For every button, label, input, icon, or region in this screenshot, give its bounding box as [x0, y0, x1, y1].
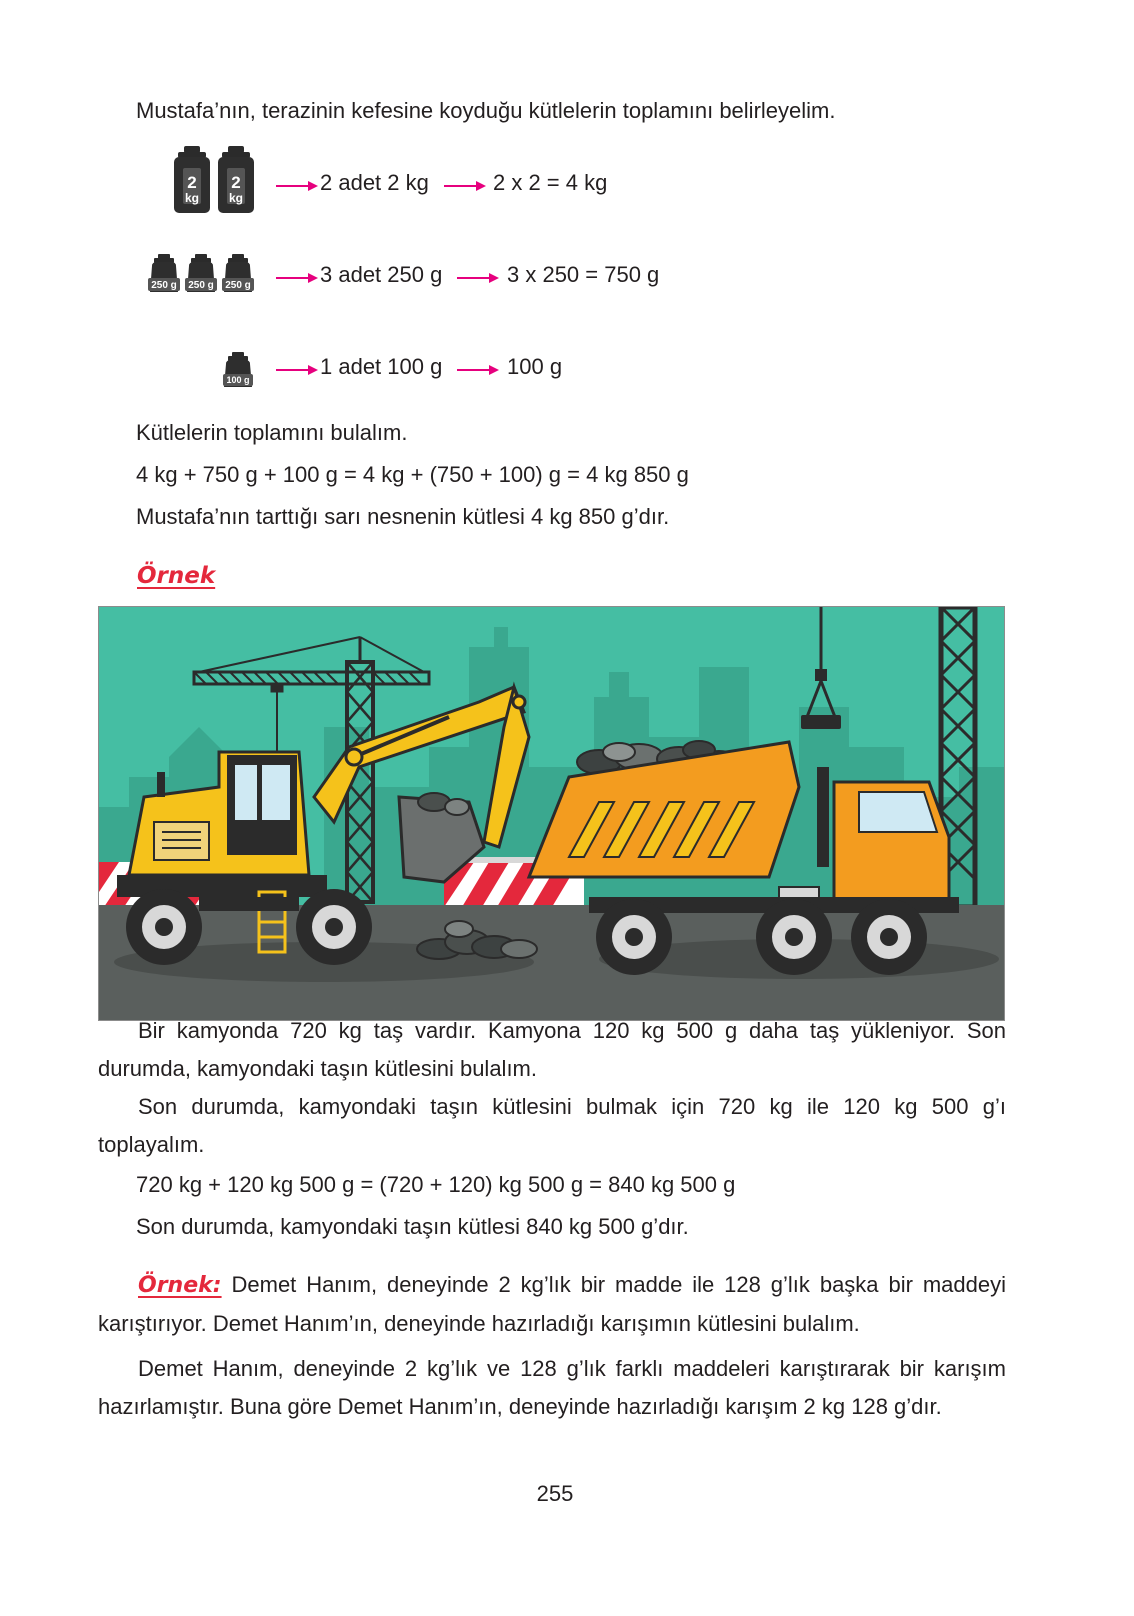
weight-count-text: 3 adet 250 g	[320, 262, 443, 287]
weight-count-text: 2 adet 2 kg	[320, 170, 429, 195]
weights-100g	[221, 352, 255, 393]
weight-result-text: 2 x 2 = 4 kg	[493, 170, 608, 195]
arrow-icon	[444, 180, 486, 192]
svg-text:100 g: 100 g	[226, 375, 250, 385]
weights-2kg	[172, 146, 262, 219]
weights-250g	[147, 254, 257, 299]
example-label: Örnek:	[138, 1273, 222, 1298]
truck-method: Son durumda, kamyondaki taşın kütlesini bulmak için 720 kg ile 120 kg 500 g’ı toplayalım.	[98, 1094, 1006, 1157]
svg-text:2: 2	[231, 173, 241, 192]
svg-text:kg: kg	[184, 191, 200, 205]
truck-equation: 720 kg + 120 kg 500 g = (720 + 120) kg 500 g = 840 kg 500 g	[136, 1172, 736, 1197]
weight-result-text: 3 x 250 = 750 g	[507, 262, 660, 287]
sum-intro: Kütlelerin toplamını bulalım.	[136, 420, 408, 445]
arrow-icon	[276, 364, 318, 376]
weight-250g-icon	[147, 254, 257, 294]
arrow-icon	[457, 272, 499, 284]
page-number: 255	[536, 1481, 574, 1506]
weight-100g-icon	[221, 352, 255, 388]
arrow-icon	[276, 272, 318, 284]
svg-text:250 g: 250 g	[151, 280, 177, 291]
sum-result: Mustafa’nın tarttığı sarı nesnenin kütlesi 4 kg 850 g’dır.	[136, 504, 670, 529]
svg-text:250 g: 250 g	[225, 280, 251, 291]
svg-text:2: 2	[187, 173, 197, 192]
truck-result: Son durumda, kamyondaki taşın kütlesi 840 kg 500 g’dır.	[136, 1214, 689, 1239]
example-heading: Örnek	[137, 563, 216, 589]
weight-count-text: 1 adet 100 g	[320, 354, 443, 379]
arrow-icon	[457, 364, 499, 376]
demet-solution: Demet Hanım, deneyinde 2 kg’lık ve 128 g’lık farklı maddeleri karıştırarak bir karışım hazırlamıştır. Buna göre Demet Hanım’ın, deneyinde hazırladığı karışım 2 kg 128 g’dır.	[98, 1356, 1006, 1419]
svg-text:250 g: 250 g	[188, 280, 214, 291]
construction-scene-illustration	[98, 606, 1005, 1021]
demet-problem: Örnek: Demet Hanım, deneyinde 2 kg’lık bir madde ile 128 g’lık başka bir maddeyi karıştırıyor. Demet Hanım’ın, deneyinde hazırladığı karışımın kütlesini bulalım.	[98, 1272, 1006, 1336]
arrow-icon	[276, 180, 318, 192]
truck-problem: Bir kamyonda 720 kg taş vardır. Kamyona 120 kg 500 g daha taş yükleniyor. Son durumda, kamyondaki taşın kütlesini bulalım.	[98, 1018, 1006, 1081]
sum-equation: 4 kg + 750 g + 100 g = 4 kg + (750 + 100) g = 4 kg 850 g	[136, 462, 689, 487]
weight-2kg-icon	[172, 146, 262, 214]
svg-text:kg: kg	[228, 191, 244, 205]
intro-text: Mustafa’nın, terazinin kefesine koyduğu kütlelerin toplamını belirleyelim.	[136, 98, 836, 123]
weight-result-text: 100 g	[507, 354, 563, 379]
